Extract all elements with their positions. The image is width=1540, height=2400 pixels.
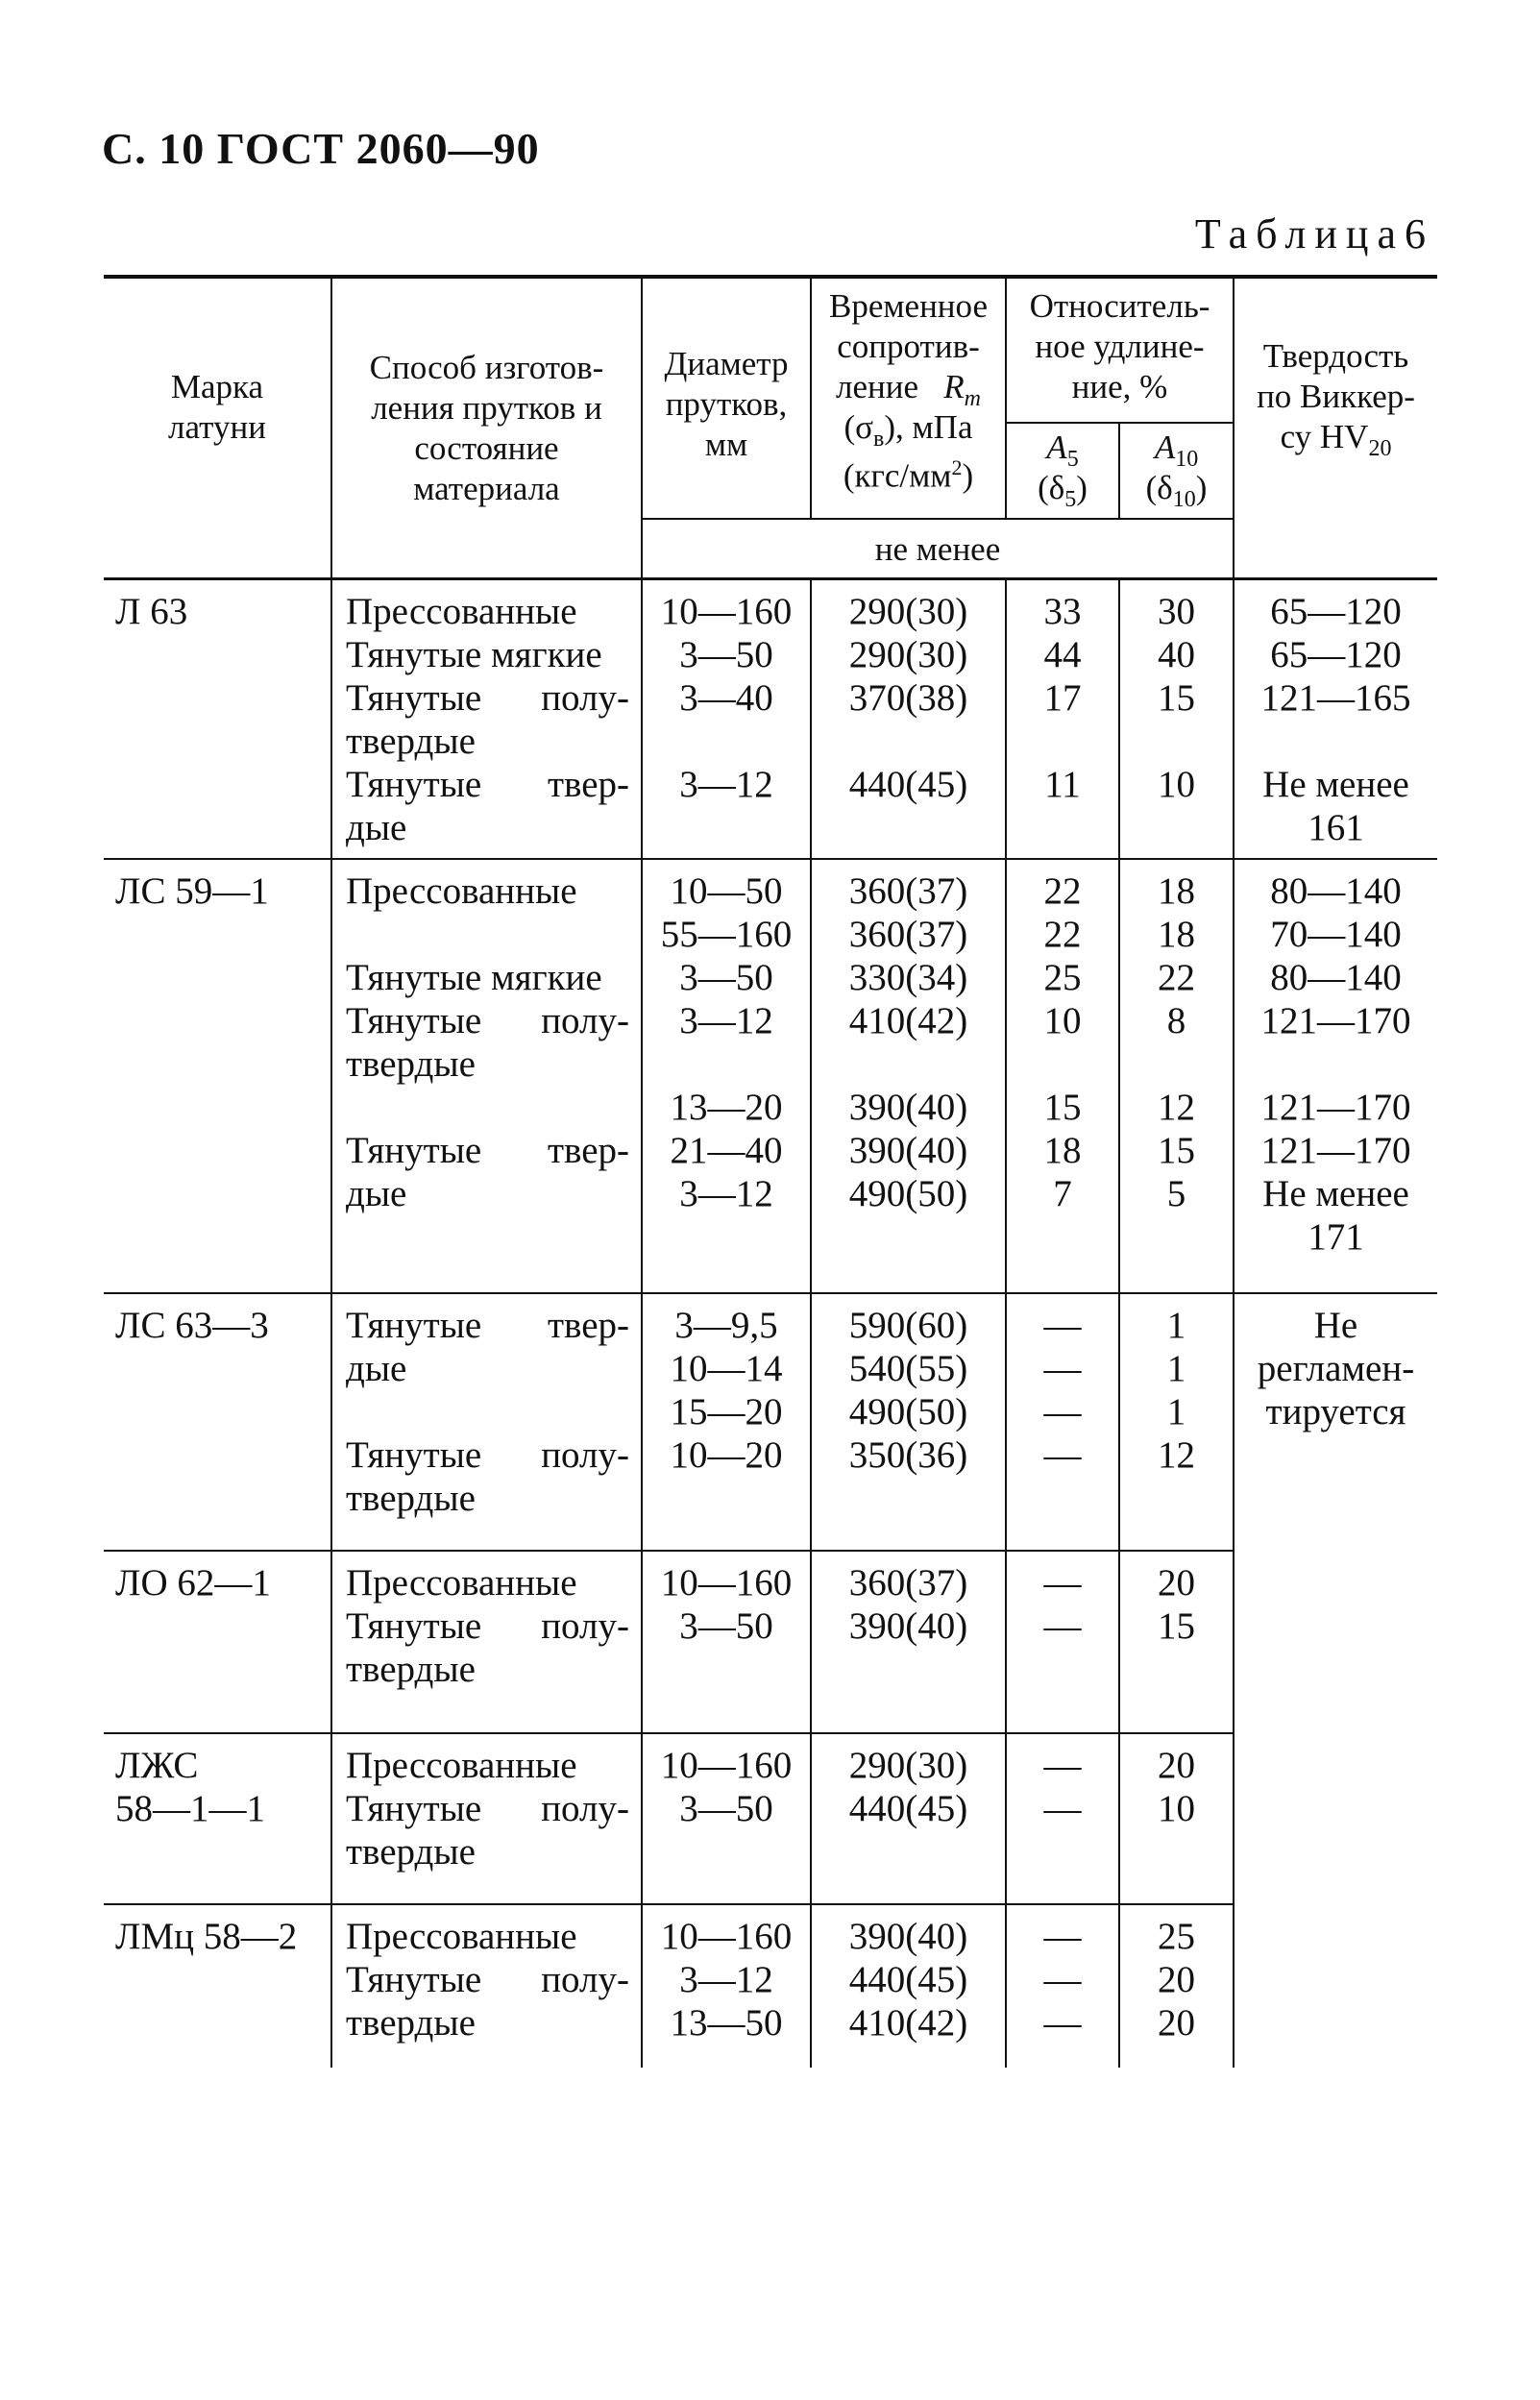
a10-cell-line [1120, 720, 1233, 763]
method-cell-line [346, 1215, 629, 1259]
header-a10-text: ) [1195, 469, 1208, 506]
grade-cell [104, 1904, 331, 2068]
hardness-cell-line: 80—140 [1270, 957, 1402, 998]
grade-cell [104, 1733, 331, 1904]
grade-cell-line: Л 63 [115, 590, 188, 632]
a10-cell-line: 15 [1158, 1130, 1195, 1171]
a5-cell-line: — [1043, 1562, 1082, 1604]
method-cell-line: Прессованные [346, 1745, 577, 1786]
header-a5-line [1007, 428, 1118, 472]
header-a5 [1006, 423, 1119, 519]
table-body [104, 578, 1437, 2068]
a10-cell-line: 20 [1158, 1959, 1195, 2000]
method-cell-line: дые [346, 1348, 407, 1389]
a10-cell-line: 18 [1158, 870, 1195, 912]
a5-cell-line: — [1043, 1305, 1082, 1346]
a10-cell-line: 10 [1158, 1788, 1195, 1829]
hardness-cell [1234, 1293, 1437, 2068]
method-cell-line: Тянутые полу- [346, 1000, 629, 1041]
a10-cell-line: 15 [1158, 676, 1195, 719]
header-hardness-line [1234, 417, 1437, 461]
a5-cell-line: — [1043, 1745, 1082, 1786]
hardness-cell-line: 161 [1308, 806, 1364, 848]
header-method [331, 277, 642, 578]
method-cell-line: Тянутые твер- [346, 763, 629, 805]
header-not-less: не менее [642, 519, 1234, 578]
grade-cell-line: ЛС 59—1 [115, 870, 269, 912]
strength-cell-line: 590(60) [848, 1305, 968, 1346]
header-strength-text: ), мПа [884, 408, 973, 446]
a5-cell [1006, 859, 1119, 1293]
diameter-cell-line: 10—50 [670, 870, 783, 912]
header-diameter-line: мм [704, 426, 748, 463]
a5-cell-line: — [1043, 1434, 1082, 1476]
strength-cell-line [812, 1215, 1005, 1259]
page-header: С. 10 ГОСТ 2060—90 [102, 124, 540, 173]
header-strength-line [812, 448, 1005, 495]
header-strength-line [812, 367, 1005, 411]
header-a5-subscript: 5 [1064, 487, 1077, 512]
method-cell-line: дые [346, 806, 407, 848]
hardness-cell-line [1234, 1477, 1437, 1520]
diameter-cell-line: 15—20 [670, 1391, 783, 1433]
strength-cell-line [812, 1830, 1005, 1873]
method-cell-line: дые [346, 1173, 407, 1214]
a5-cell-line: — [1043, 1348, 1082, 1389]
diameter-cell-line: 10—160 [660, 1745, 793, 1786]
header-diameter [642, 277, 811, 519]
diameter-cell-line: 3—50 [679, 957, 773, 998]
a10-cell-line: 40 [1158, 633, 1195, 675]
header-strength-text: ) [962, 456, 974, 495]
hardness-cell-line: 121—170 [1260, 1130, 1411, 1171]
diameter-cell-line: 10—160 [660, 590, 793, 632]
header-method-line: материала [413, 470, 560, 507]
method-cell-line: Тянутые мягкие [346, 957, 602, 998]
diameter-cell-line: 13—20 [670, 1087, 783, 1128]
hardness-cell-line: 121—170 [1260, 1087, 1411, 1128]
a5-cell-line [1007, 1830, 1118, 1873]
strength-cell-line: 350(36) [848, 1434, 968, 1476]
strength-cell-line [812, 720, 1005, 763]
method-cell-line: Тянутые полу- [346, 1788, 629, 1829]
diameter-cell-line: 3—50 [679, 633, 773, 675]
strength-cell-line: 290(30) [848, 1745, 968, 1786]
a5-cell-line: 15 [1043, 1087, 1082, 1128]
diameter-cell-line [643, 1215, 810, 1259]
diameter-cell-line: 10—160 [660, 1562, 793, 1604]
grade-cell [104, 859, 331, 1293]
diameter-cell [642, 1551, 811, 1733]
hardness-cell-line: 65—120 [1270, 590, 1402, 632]
header-strength-subscript: m [964, 386, 981, 411]
a10-cell-line: 18 [1158, 914, 1195, 955]
diameter-cell-line: 3—50 [679, 1605, 773, 1647]
diameter-cell-line: 3—12 [679, 1173, 773, 1214]
a5-cell-line: 11 [1044, 763, 1081, 805]
header-grade-line: латуни [168, 408, 266, 446]
a10-cell-line: 8 [1166, 1000, 1186, 1041]
header-a5-line [1007, 468, 1118, 512]
header-hardness-line: Твердость [1262, 337, 1409, 375]
method-cell-line: твердые [346, 1649, 476, 1690]
header-elongation-line: Относитель- [1029, 287, 1210, 325]
strength-cell-line: 390(40) [848, 1916, 968, 1957]
a5-cell-line [1007, 1042, 1118, 1086]
a5-cell-line: — [1043, 1788, 1082, 1829]
strength-cell-line [812, 1042, 1005, 1086]
diameter-cell-line: 3—12 [679, 1000, 773, 1041]
table-header [104, 277, 1437, 578]
method-cell-line: твердые [346, 720, 476, 762]
hardness-cell-line: 121—170 [1260, 1000, 1411, 1041]
method-cell-line: твердые [346, 1831, 476, 1873]
a5-cell [1006, 1904, 1119, 2068]
a10-cell-line: 1 [1166, 1348, 1186, 1389]
header-strength-subscript: в [873, 427, 885, 452]
diameter-cell [642, 859, 811, 1293]
method-cell [331, 1293, 642, 1551]
method-cell-line: Прессованные [346, 1562, 577, 1604]
a5-cell-line: 22 [1043, 870, 1082, 912]
strength-cell-line: 360(37) [848, 914, 968, 955]
grade-cell-line: ЛЖС [115, 1745, 199, 1786]
hardness-cell-line: Не [1313, 1305, 1358, 1346]
a10-cell-line: 15 [1158, 1605, 1195, 1647]
strength-cell-line: 490(50) [848, 1391, 968, 1433]
hardness-cell-line: Не менее [1262, 1173, 1409, 1214]
a10-cell-line [1120, 1830, 1233, 1873]
header-a10 [1119, 423, 1234, 519]
header-elongation-line: ние, % [1071, 368, 1168, 405]
strength-cell-line: 440(45) [848, 1788, 968, 1829]
header-a10-subscript: 10 [1172, 487, 1196, 512]
a5-cell [1006, 578, 1119, 859]
diameter-cell-line: 3—50 [679, 1788, 773, 1829]
a10-cell-line: 1 [1166, 1305, 1186, 1346]
diameter-cell-line [643, 1042, 810, 1086]
header-strength-line [812, 407, 1005, 452]
method-cell-line [346, 913, 629, 956]
table-row [104, 859, 1437, 1293]
header-grade-line: Марка [170, 368, 264, 405]
a5-cell [1006, 1293, 1119, 1551]
a5-cell-line: — [1043, 1605, 1082, 1647]
a10-cell-line [1120, 1477, 1233, 1520]
header-diameter-line: прутков, [665, 385, 788, 423]
strength-cell [811, 1904, 1006, 2068]
a10-cell-line: 20 [1158, 2002, 1195, 2044]
header-method-line: состояние [414, 429, 559, 467]
diameter-cell-line [643, 1830, 810, 1873]
strength-cell [811, 1551, 1006, 1733]
header-elongation-line: ное удлине- [1035, 328, 1205, 365]
header-a5-text: (δ [1038, 469, 1065, 506]
strength-cell-line: 390(40) [848, 1605, 968, 1647]
header-a10-line [1120, 428, 1233, 472]
header-a10-symbol: A [1154, 429, 1176, 466]
hardness-cell-line [1234, 1042, 1437, 1086]
a5-cell-line: 18 [1043, 1130, 1082, 1171]
hardness-cell-line: 80—140 [1270, 870, 1402, 912]
diameter-cell-line: 10—160 [660, 1916, 793, 1957]
header-strength-line: сопротив- [837, 328, 980, 365]
diameter-cell-line: 21—40 [670, 1130, 783, 1171]
diameter-cell-line: 10—20 [670, 1434, 783, 1476]
a10-cell [1119, 859, 1234, 1293]
a5-cell-line: — [1043, 2002, 1082, 2044]
a5-cell-line: — [1043, 1959, 1082, 2000]
method-cell-line: твердые [346, 2002, 476, 2044]
method-cell-line [346, 1390, 629, 1433]
a5-cell [1006, 1551, 1119, 1733]
strength-cell-line: 360(37) [848, 1562, 968, 1604]
diameter-cell-line: 3—40 [679, 676, 773, 719]
diameter-cell-line: 3—12 [679, 763, 773, 805]
a10-cell-line: 20 [1158, 1562, 1195, 1604]
diameter-cell [642, 578, 811, 859]
a5-cell-line [1007, 1215, 1118, 1259]
header-grade [104, 277, 331, 578]
strength-cell-line: 390(40) [848, 1130, 968, 1171]
method-cell-line: Тянутые твер- [346, 1305, 629, 1346]
header-hardness-subscript: 20 [1368, 436, 1392, 461]
header-strength-symbol: R [943, 368, 965, 405]
header-a5-symbol: A [1046, 429, 1067, 466]
method-cell-line: Прессованные [346, 1916, 577, 1957]
diameter-cell-line [643, 720, 810, 763]
diameter-cell-line [643, 1648, 810, 1691]
a10-cell-line [1120, 806, 1233, 849]
hardness-cell-line: 65—120 [1270, 633, 1402, 675]
a5-cell [1006, 1733, 1119, 1904]
header-method-line: ления прутков и [371, 389, 602, 427]
header-hardness-line: по Виккер- [1257, 378, 1415, 415]
a10-cell-line [1120, 1215, 1233, 1259]
strength-cell-line: 540(55) [848, 1348, 968, 1389]
a5-cell-line: 10 [1043, 1000, 1082, 1041]
hardness-cell-line: тируется [1265, 1391, 1406, 1433]
method-cell-line: твердые [346, 1043, 476, 1085]
diameter-cell [642, 1293, 811, 1551]
a5-cell-line: 44 [1043, 633, 1082, 675]
a10-cell-line: 20 [1158, 1745, 1195, 1786]
strength-cell-line: 410(42) [848, 2002, 968, 2044]
header-a5-text: ) [1076, 469, 1088, 506]
a5-cell-line: 33 [1043, 590, 1082, 632]
header-strength-text: (σ [843, 408, 874, 446]
strength-cell-line: 440(45) [848, 1959, 968, 2000]
a10-cell [1119, 1733, 1234, 1904]
header-elongation [1006, 277, 1234, 423]
a10-cell [1119, 1551, 1234, 1733]
a5-cell-line: 7 [1053, 1173, 1072, 1214]
a5-cell-line: 17 [1043, 676, 1082, 719]
a5-cell-line: 25 [1043, 957, 1082, 998]
grade-cell [104, 578, 331, 859]
grade-cell [104, 1551, 331, 1733]
header-a5-subscript: 5 [1066, 447, 1079, 472]
diameter-cell [642, 1904, 811, 2068]
header-strength-line: Временное [829, 287, 988, 325]
a5-cell-line [1007, 806, 1118, 849]
method-cell [331, 578, 642, 859]
hardness-cell-line: регламен- [1257, 1348, 1415, 1389]
method-cell-line: Тянутые твер- [346, 1130, 629, 1171]
a10-cell-line: 30 [1158, 590, 1195, 632]
a10-cell-line [1120, 1648, 1233, 1691]
method-cell-line: Тянутые мягкие [346, 633, 602, 675]
method-cell-line: твердые [346, 1478, 476, 1519]
diameter-cell [642, 1733, 811, 1904]
a5-cell-line [1007, 1648, 1118, 1691]
method-cell-line [346, 1086, 629, 1129]
method-cell [331, 1733, 642, 1904]
table-row [104, 1293, 1437, 1551]
a10-cell-line [1120, 1042, 1233, 1086]
diameter-cell-line: 10—14 [670, 1348, 783, 1389]
a5-cell-line [1007, 1477, 1118, 1520]
a5-cell-line [1007, 720, 1118, 763]
hardness-cell-line: 121—165 [1260, 676, 1411, 719]
header-a10-subscript: 10 [1175, 447, 1199, 472]
method-cell [331, 1551, 642, 1733]
strength-cell-line [812, 806, 1005, 849]
a10-cell [1119, 578, 1234, 859]
strength-cell-line: 490(50) [848, 1173, 968, 1214]
grade-cell-line: ЛО 62—1 [115, 1562, 271, 1604]
properties-table [104, 275, 1437, 2068]
strength-cell-line: 290(30) [848, 633, 968, 675]
a10-cell-line: 12 [1158, 1087, 1195, 1128]
method-cell [331, 859, 642, 1293]
method-cell-line: Тянутые полу- [346, 676, 629, 719]
strength-cell-line [812, 1477, 1005, 1520]
grade-cell-line: ЛС 63—3 [115, 1305, 269, 1346]
strength-cell-line: 290(30) [848, 590, 968, 632]
method-cell-line: Прессованные [346, 590, 577, 632]
strength-cell [811, 859, 1006, 1293]
header-strength-text: ление [836, 368, 918, 405]
strength-cell-line: 370(38) [848, 676, 968, 719]
method-cell-line: Прессованные [346, 870, 577, 912]
diameter-cell-line [643, 806, 810, 849]
diameter-cell-line: 3—12 [679, 1959, 773, 2000]
hardness-cell-line [1234, 720, 1437, 763]
strength-cell-line: 410(42) [848, 1000, 968, 1041]
grade-cell-line: 58—1—1 [115, 1788, 265, 1829]
method-cell [331, 1904, 642, 2068]
diameter-cell-line: 13—50 [670, 2002, 783, 2044]
header-method-line: Способ изготов- [369, 349, 604, 386]
method-cell-line: Тянутые полу- [346, 1959, 629, 2000]
hardness-cell-line: 70—140 [1270, 914, 1402, 955]
a10-cell-line: 22 [1158, 957, 1195, 998]
method-cell-line: Тянутые полу- [346, 1605, 629, 1647]
a10-cell-line: 10 [1158, 763, 1195, 805]
strength-cell-line: 330(34) [848, 957, 968, 998]
header-a10-line [1120, 468, 1233, 512]
header-strength-superscript: 2 [951, 455, 963, 479]
a10-cell-line: 5 [1166, 1173, 1186, 1214]
table-row [104, 578, 1437, 859]
hardness-cell-line [1234, 1433, 1437, 1477]
header-strength-text: (кгс/мм [843, 456, 952, 495]
a5-cell-line: — [1043, 1916, 1082, 1957]
a10-cell [1119, 1293, 1234, 1551]
a10-cell-line: 12 [1158, 1434, 1195, 1476]
diameter-cell-line [643, 1477, 810, 1520]
diameter-cell-line: 3—9,5 [674, 1305, 778, 1346]
grade-cell [104, 1293, 331, 1551]
strength-cell-line: 390(40) [848, 1087, 968, 1128]
hardness-cell [1234, 578, 1437, 859]
a10-cell-line: 25 [1158, 1916, 1195, 1957]
hardness-cell-line: Не менее [1262, 763, 1409, 805]
strength-cell [811, 1733, 1006, 1904]
hardness-cell [1234, 859, 1437, 1293]
header-hardness [1234, 277, 1437, 578]
grade-cell-line: ЛМц 58—2 [115, 1916, 298, 1957]
a10-cell-line: 1 [1166, 1391, 1186, 1433]
a5-cell-line: — [1043, 1391, 1082, 1433]
table-label: Таблица6 [1194, 210, 1434, 257]
a10-cell [1119, 1904, 1234, 2068]
diameter-cell-line: 55—160 [660, 914, 793, 955]
header-diameter-line: Диаметр [664, 345, 789, 382]
header-a10-text: (δ [1145, 469, 1173, 506]
header-hardness-text: су HV [1280, 418, 1369, 455]
method-cell-line: Тянутые полу- [346, 1434, 629, 1476]
a5-cell-line: 22 [1043, 914, 1082, 955]
strength-cell-line: 360(37) [848, 870, 968, 912]
strength-cell [811, 1293, 1006, 1551]
header-strength [811, 277, 1006, 519]
strength-cell-line [812, 1648, 1005, 1691]
strength-cell [811, 578, 1006, 859]
hardness-cell-line: 171 [1308, 1216, 1364, 1258]
strength-cell-line: 440(45) [848, 763, 968, 805]
